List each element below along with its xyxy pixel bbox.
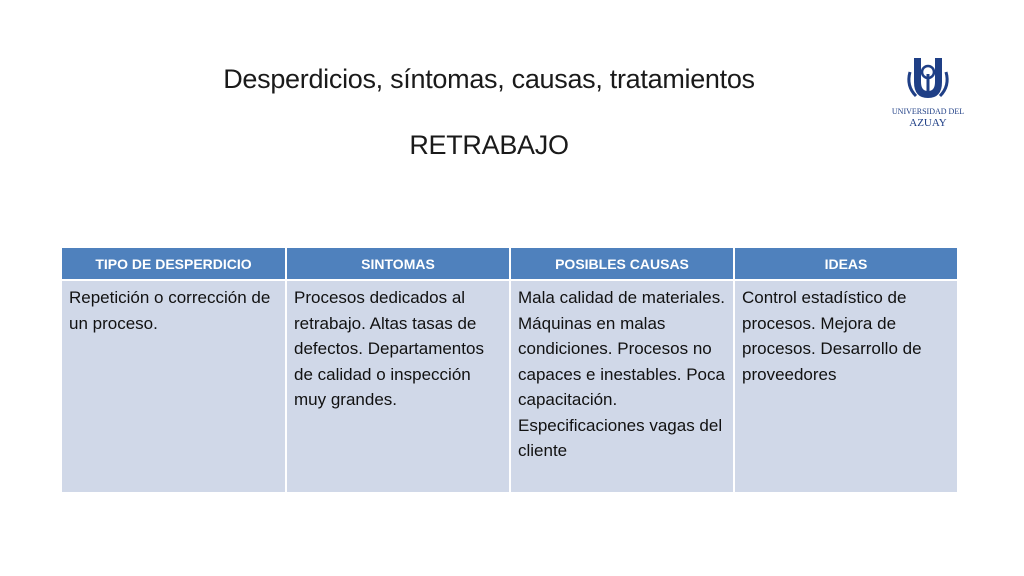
cell-ideas: Control estadístico de procesos. Mejora de procesos. Desarrollo de proveedores bbox=[734, 280, 957, 492]
cell-tipo-desperdicio: Repetición o corrección de un proceso. bbox=[62, 280, 286, 492]
cell-sintomas: Procesos dedicados al retrabajo. Altas tasas de defectos. Departamentos de calidad o inspección muy grandes. bbox=[286, 280, 510, 492]
table-header-row bbox=[62, 248, 957, 280]
header-sintomas: SINTOMAS bbox=[286, 248, 510, 280]
logo-text-line1: UNIVERSIDAD DEL bbox=[891, 107, 965, 116]
logo-text-line2: AZUAY bbox=[909, 117, 947, 129]
waste-table bbox=[62, 248, 957, 492]
header-tipo-desperdicio: TIPO DE DESPERDICIO bbox=[62, 248, 286, 280]
slide-subtitle: RETRABAJO bbox=[409, 130, 569, 160]
university-logo bbox=[884, 52, 972, 136]
table-row bbox=[62, 280, 957, 492]
header-posibles-causas: POSIBLES CAUSAS bbox=[510, 248, 734, 280]
header-ideas: IDEAS bbox=[734, 248, 957, 280]
slide-title: Desperdicios, síntomas, causas, tratamientos bbox=[223, 64, 755, 94]
cell-posibles-causas: Mala calidad de materiales. Máquinas en malas condiciones. Procesos no capaces e inestables. Poca capacitación. Especificaciones vagas del cliente bbox=[510, 280, 734, 492]
